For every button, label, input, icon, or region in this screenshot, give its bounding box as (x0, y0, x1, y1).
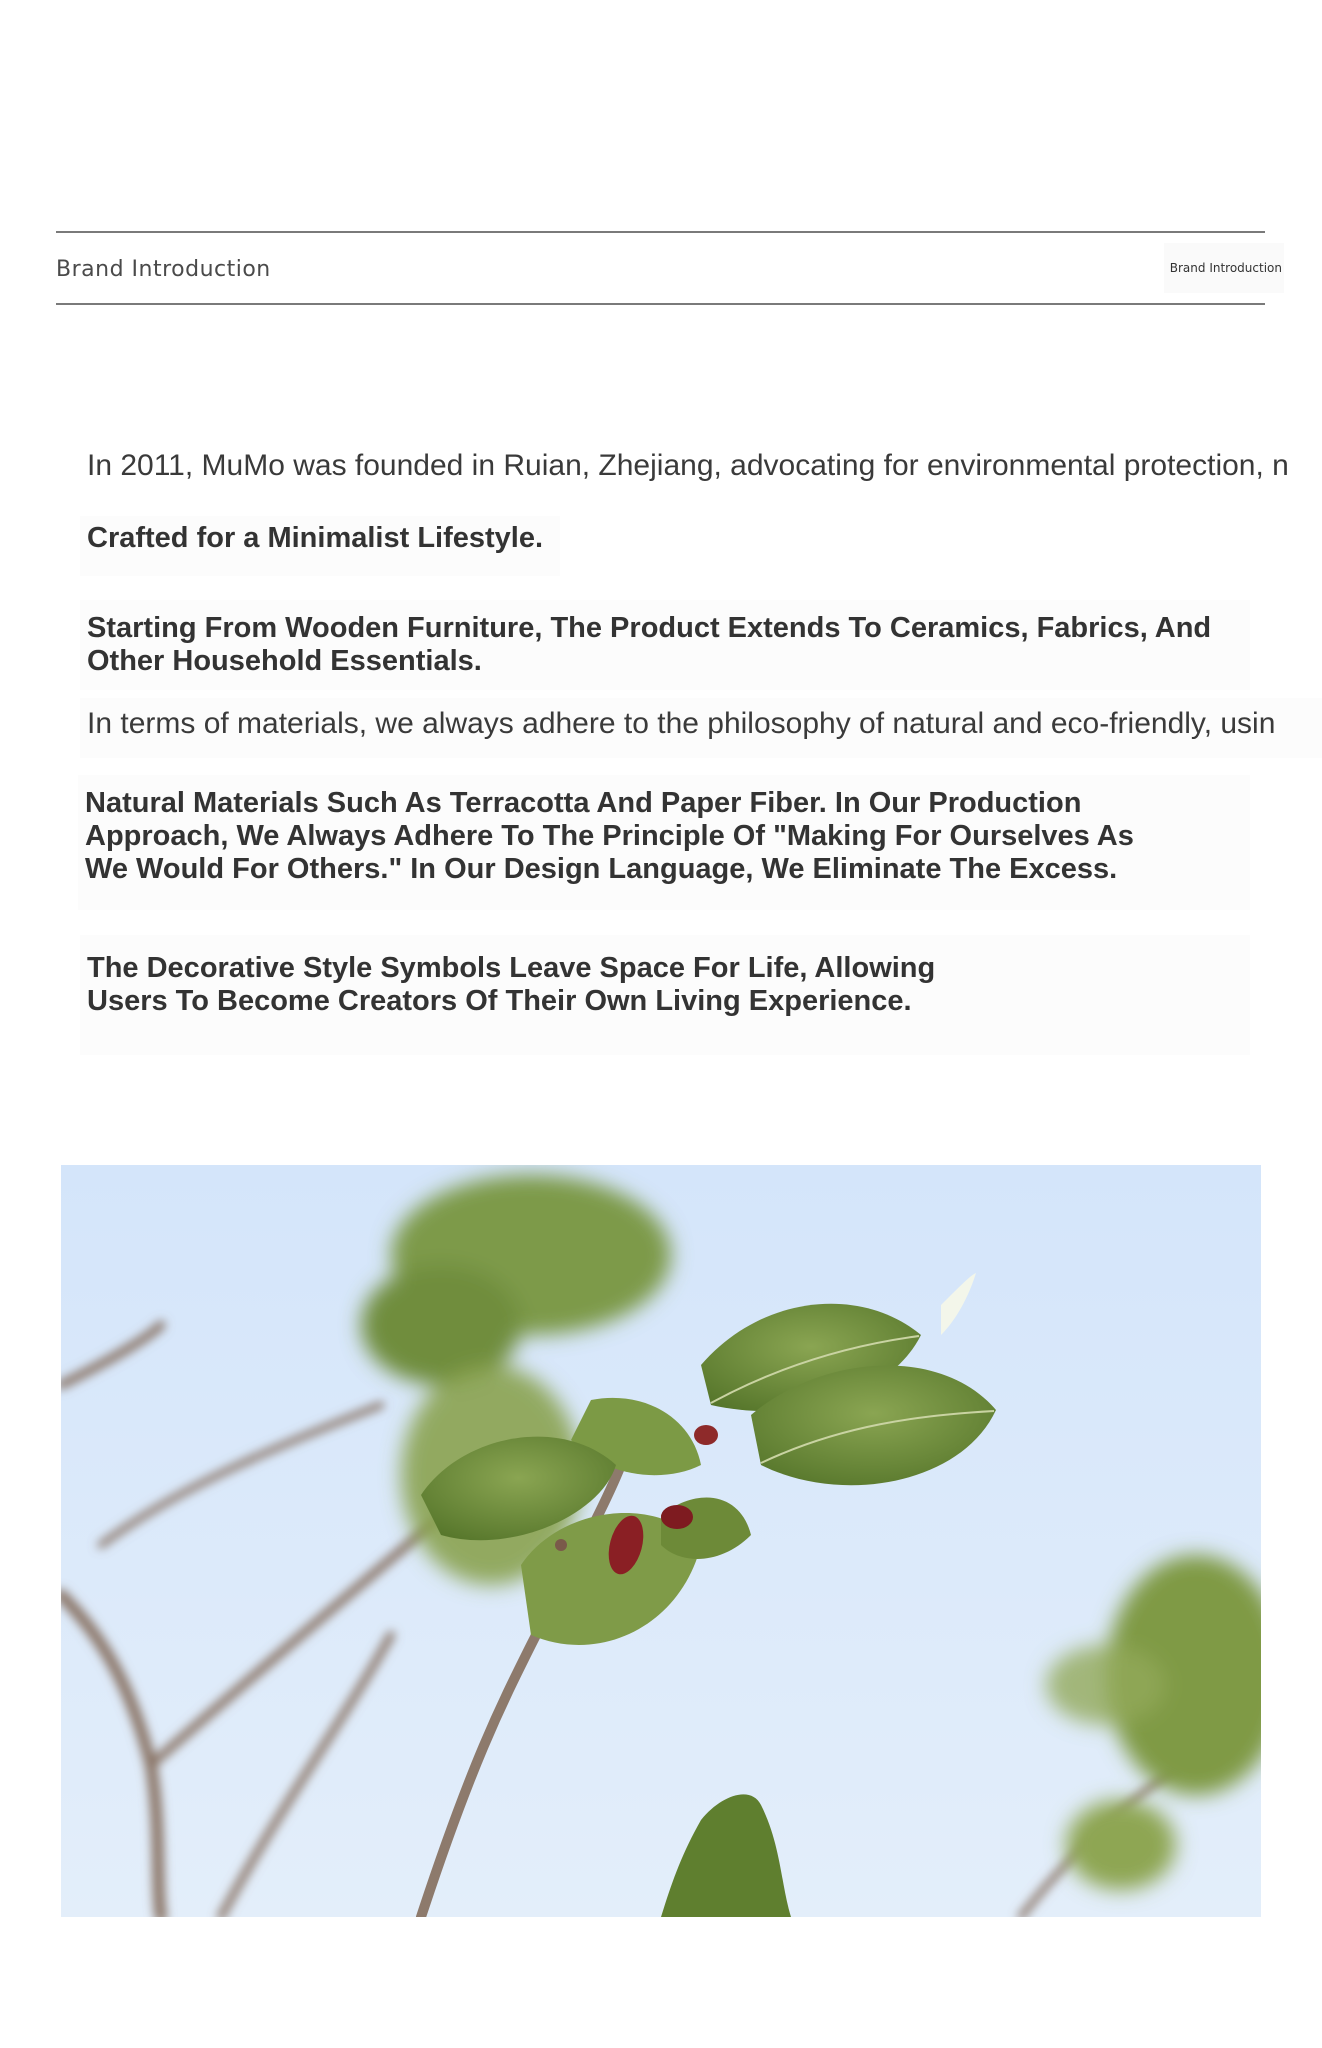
mulberry-photo-illustration (61, 1165, 1261, 1917)
tagline-text (80, 516, 560, 576)
products-label: Starting From Wooden Furniture, The Product Extends To Ceramics, Fabrics, And Other Household Essentials. (87, 612, 1212, 677)
design-philosophy-label: The Decorative Style Symbols Leave Space For Life, Allowing Users To Become Creators Of Their Own Living Experience. (87, 952, 936, 1017)
section-header (56, 231, 1282, 305)
brand-intro-text: In 2011, MuMo was founded in Ruian, Zhejiang, advocating for environmental protection, n (87, 449, 1289, 482)
materials-detail-label: Natural Materials Such As Terracotta And Paper Fiber. In Our Production Approach, We Always Adhere To The Principle Of "Making For Ourselves As We Would For Others." In Our Design Language, We Eliminate The Excess. (85, 787, 1134, 885)
section-title: Brand Introduction (56, 257, 271, 282)
materials-intro-label: In terms of materials, we always adhere to the philosophy of natural and eco-friendly, usin (87, 707, 1276, 740)
tagline-label: Crafted for a Minimalist Lifestyle. (87, 522, 544, 554)
materials-detail-text (78, 775, 1250, 910)
materials-intro-text (80, 698, 1322, 758)
products-text (80, 600, 1250, 690)
design-philosophy-text (80, 935, 1250, 1055)
hero-image-mulberry (61, 1165, 1261, 1917)
section-tag: Brand Introduction (1164, 243, 1284, 293)
